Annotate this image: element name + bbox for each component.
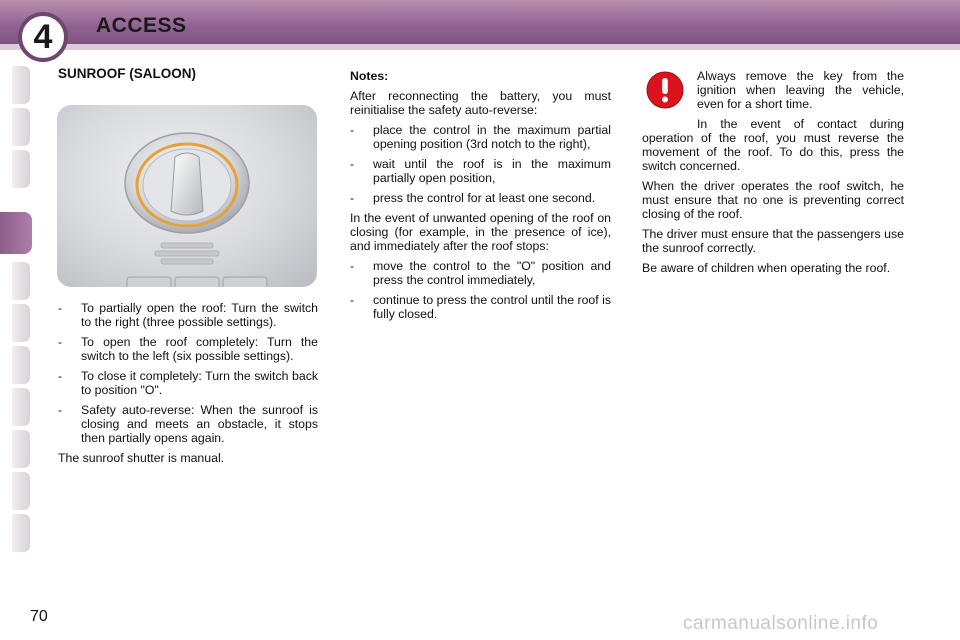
- list-item: - move the control to the "O" position and press the control immediately,: [350, 259, 611, 287]
- warning-text: In the event of contact during operation of the roof, you must reverse the movement of the roof. To do this, press the switch concerned.: [642, 117, 904, 173]
- notes-intro: After reconnecting the battery, you must reinitialise the safety auto-reverse:: [350, 89, 611, 117]
- list-item: - place the control in the maximum partial opening position (3rd notch to the right),: [350, 123, 611, 151]
- sunroof-dial-illustration: [57, 105, 317, 287]
- list-item: - To partially open the roof: Turn the switch to the right (three possible settings).: [58, 301, 318, 329]
- chapter-tab[interactable]: [12, 66, 30, 104]
- list-item: - continue to press the control until the roof is fully closed.: [350, 293, 611, 321]
- list-item: - wait until the roof is in the maximum partially open position,: [350, 157, 611, 185]
- chapter-tab[interactable]: [12, 304, 30, 342]
- section-title: SUNROOF (SALOON): [58, 66, 196, 81]
- unwanted-opening-text: In the event of unwanted opening of the roof on closing (for example, in the presence of ice), and immediately after the roof stops:: [350, 211, 611, 253]
- chapter-tab[interactable]: [12, 108, 30, 146]
- chapter-tab[interactable]: [12, 262, 30, 300]
- chapter-tab[interactable]: [12, 514, 30, 552]
- sunroof-instructions-column: [58, 301, 318, 471]
- chapter-tabs-sidebar: [0, 66, 32, 576]
- warning-text: Be aware of children when operating the roof.: [642, 261, 891, 275]
- warning-text: When the driver operates the roof switch, he must ensure that no one is preventing correct closing of the roof.: [642, 179, 904, 221]
- watermark: carmanualsonline.info: [683, 613, 879, 634]
- header-band: [0, 44, 960, 50]
- chapter-tab[interactable]: [12, 430, 30, 468]
- warning-text: Always remove the key from the ignition when leaving the vehicle, even for a short time.: [697, 69, 904, 111]
- chapter-tab[interactable]: [12, 388, 30, 426]
- list-item: - press the control for at least one second.: [350, 191, 596, 205]
- chapter-tab-active[interactable]: [0, 212, 32, 254]
- chapter-number-badge: 4: [18, 12, 68, 62]
- warning-column: [642, 69, 904, 281]
- notes-heading: Notes:: [350, 69, 389, 83]
- notes-column: [350, 69, 611, 327]
- chapter-tab[interactable]: [12, 472, 30, 510]
- chapter-title: ACCESS: [96, 14, 187, 37]
- shutter-note: The sunroof shutter is manual.: [58, 451, 225, 465]
- chapter-tab[interactable]: [12, 150, 30, 188]
- sunroof-switch-photo: [57, 105, 317, 287]
- chapter-tab[interactable]: [12, 346, 30, 384]
- list-item: - To open the roof completely: Turn the switch to the left (six possible settings).: [58, 335, 318, 363]
- warning-text: The driver must ensure that the passengers use the sunroof correctly.: [642, 227, 904, 255]
- list-item: - To close it completely: Turn the switch back to position "O".: [58, 369, 318, 397]
- list-item: - Safety auto-reverse: When the sunroof is closing and meets an obstacle, it stops then partially opens again.: [58, 403, 318, 445]
- page-number: 70: [30, 608, 48, 625]
